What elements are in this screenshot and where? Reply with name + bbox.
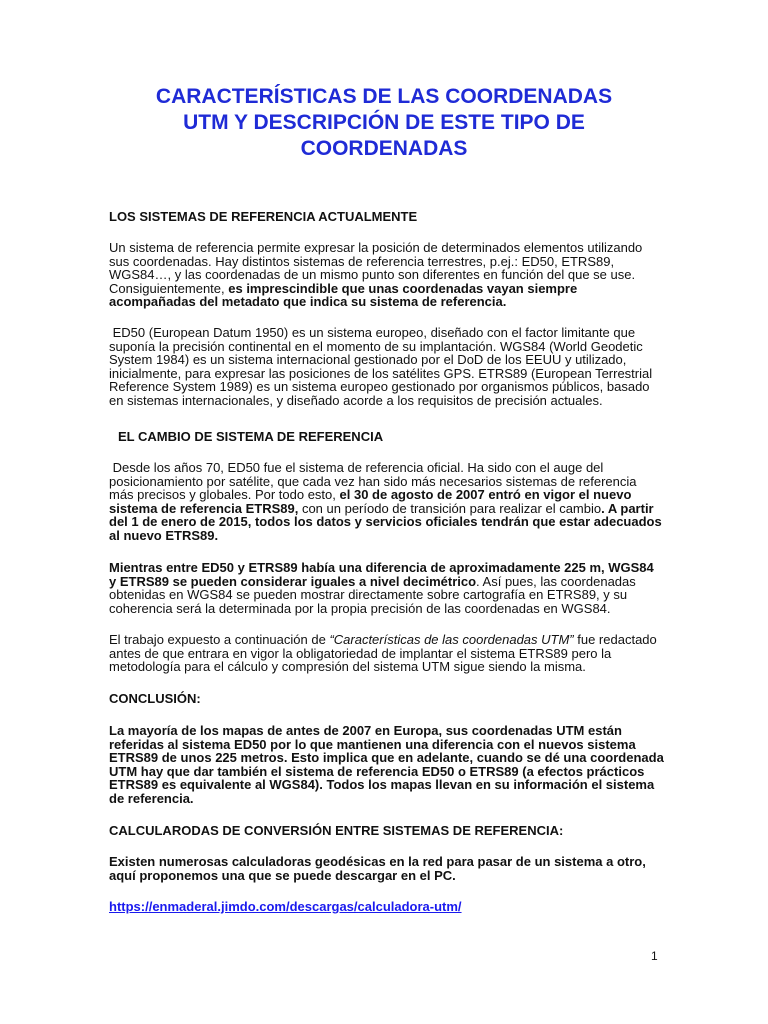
bold-line: ETRS89 de unos 225 metros. Esto implica que en adelante, cuando se dé una coordenada (109, 750, 664, 766)
text-line: antes de que entrara en vigor la obligatoriedad de implantar el sistema ETRS89 pero la (109, 645, 612, 661)
text-run: fue redactado (573, 632, 657, 647)
bold-line: UTM hay que dar también el sistema de referencia ED50 o ETRS89 (a efectos prácticos (109, 763, 645, 779)
text-line (109, 633, 665, 647)
text-line: inicialmente, para expresar las posiciones de los satélites GPS. ETRS89 (European Terrestrial (109, 365, 653, 381)
text-run: Consiguientemente, (109, 280, 229, 296)
text-line: coherencia será la determinada por la propia precisión de las coordenadas en WGS84. (109, 600, 611, 616)
bold-run: sistema de referencia ETRS89, (109, 500, 299, 516)
section-heading-calculadoras: CALCULARODAS DE CONVERSIÓN ENTRE SISTEMAS DE REFERENCIA: (109, 823, 564, 838)
bold-run: . A partir (601, 500, 654, 516)
bold-line: de referencia. (109, 790, 194, 806)
text-line: WGS84…, y las coordenadas de un mismo punto son diferentes en función del que se use. (109, 267, 636, 283)
paragraph-cambio-2 (109, 561, 665, 615)
text-line (109, 502, 665, 516)
link-line (109, 900, 665, 914)
text-line: sus coordenadas. Hay distintos sistemas de referencia terrestres, p.ej.: ED50, ETRS89, (109, 253, 615, 269)
text-line: Desde los años 70, ED50 fue el sistema de referencia oficial. Ha sido con el auge del (109, 460, 604, 475)
section-heading-cambio: EL CAMBIO DE SISTEMA DE REFERENCIA (118, 429, 384, 444)
text-line: suponía la precisión continental en el momento de su implantación. WGS84 (World Geodetic (109, 338, 643, 354)
text-line: Reference System 1989) es un sistema europeo gestionado por organismos públicos, basado (109, 379, 650, 395)
paragraph-conclusion (109, 724, 665, 806)
bold-run: es imprescindible que unas coordenadas vayan siempre (228, 280, 578, 296)
bold-line: referidas al sistema ED50 por lo que mantienen una diferencia con el nuevos sistema (109, 736, 636, 752)
paragraph-cambio-1 (109, 461, 665, 543)
text-line (109, 488, 665, 502)
paragraph-sistemas-detalle (109, 326, 665, 408)
bold-run: el 30 de agosto de 2007 entró en vigor el nuevo (339, 487, 632, 503)
document-title (100, 84, 668, 162)
bold-line: acompañadas del metadato que indica su sistema de referencia. (109, 294, 507, 310)
calculadora-utm-link[interactable]: https://enmaderal.jimdo.com/descargas/calculadora-utm/ (109, 899, 462, 914)
text-line (109, 575, 665, 589)
section-heading-sistemas: LOS SISTEMAS DE REFERENCIA ACTUALMENTE (109, 209, 418, 224)
bold-line: aquí proponemos una que se puede descargar en el PC. (109, 867, 456, 883)
paragraph-calculadoras (109, 855, 665, 882)
text-run: con un período de transición para realizar el cambio (298, 500, 602, 516)
section-heading-conclusion: CONCLUSIÓN: (109, 691, 201, 706)
title-line-2: UTM Y DESCRIPCIÓN DE ESTE TIPO DE (183, 111, 585, 134)
text-line (109, 282, 665, 296)
bold-run: y ETRS89 se pueden considerar iguales a nivel decimétrico (109, 573, 477, 589)
text-line: Un sistema de referencia permite expresar la posición de determinados elementos utilizando (109, 240, 643, 255)
bold-line: ETRS89 es equivalente al WGS84). Todos los mapas llevan en su información el sistema (109, 777, 655, 793)
bold-line: al nuevo ETRS89. (109, 527, 219, 543)
text-line: metodología para el cálculo y compresión del sistema UTM sigue siendo la misma. (109, 659, 586, 675)
text-line: posicionamiento por satélite, que cada vez han sido más necesarios sistemas de referencia (109, 473, 637, 489)
bold-line: del 1 de enero de 2015, todos los datos y servicios oficiales tendrán que estar adecuados (109, 514, 662, 530)
text-run: . Así pues, las coordenadas (476, 573, 636, 589)
page-number: 1 (651, 949, 658, 963)
bold-line: Mientras entre ED50 y ETRS89 había una diferencia de aproximadamente 225 m, WGS84 (109, 560, 654, 575)
bold-line: Existen numerosas calculadoras geodésicas en la red para pasar de un sistema a otro, (109, 854, 646, 869)
text-line: en sistemas internacionales, y diseñado acorde a los requisitos de precisión actuales. (109, 392, 603, 408)
text-run: más precisos y globales. Por todo esto, (109, 487, 340, 503)
text-line: ED50 (European Datum 1950) es un sistema europeo, diseñado con el factor limitante que (109, 325, 636, 340)
text-run: El trabajo expuesto a continuación de (109, 632, 330, 647)
paragraph-sistemas-intro (109, 241, 665, 309)
paragraph-cambio-3 (109, 633, 665, 674)
text-line: obtenidas en WGS84 se pueden mostrar directamente sobre cartografía en ETRS89, y su (109, 587, 628, 603)
title-line-3: COORDENADAS (300, 137, 468, 160)
bold-line: La mayoría de los mapas de antes de 2007 en Europa, sus coordenadas UTM están (109, 723, 622, 738)
italic-run: “Características de las coordenadas UTM” (329, 632, 574, 647)
text-line: System 1984) es un sistema internacional gestionado por el DoD de los EEUU y utilizado, (109, 352, 627, 368)
title-line-1: CARACTERÍSTICAS DE LAS COORDENADAS (155, 85, 613, 108)
